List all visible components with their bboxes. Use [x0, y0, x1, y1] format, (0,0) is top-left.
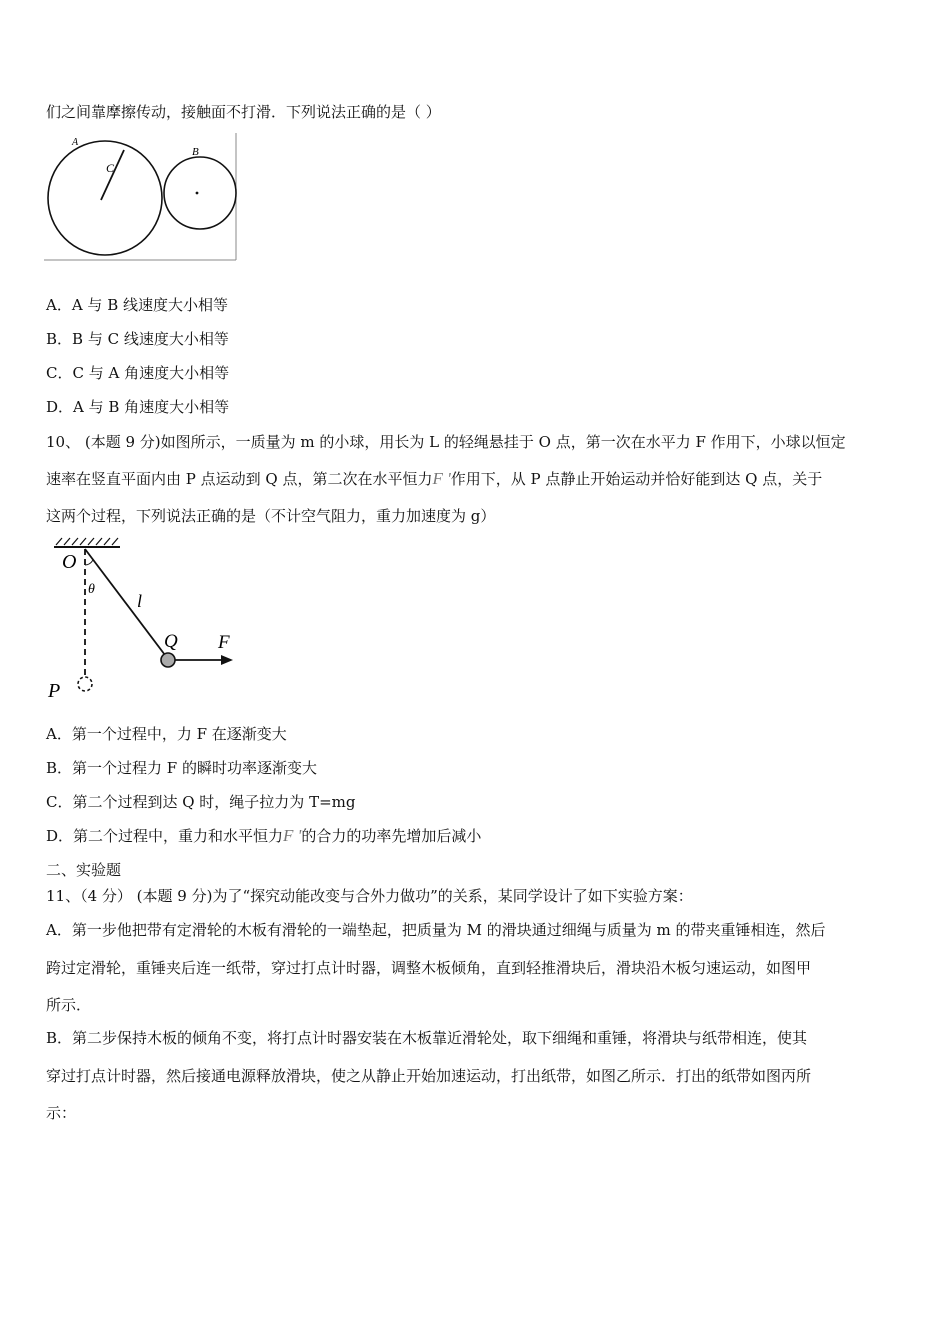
label-o: O	[62, 551, 77, 573]
label-f: F	[218, 632, 230, 653]
ball-p	[78, 677, 92, 691]
radius-c	[101, 150, 124, 200]
label-a: A	[72, 137, 79, 148]
string-l	[85, 549, 168, 659]
q11-b-line3: 示：	[46, 1104, 77, 1122]
q9-option-b: B．B 与 C 线速度大小相等	[46, 330, 229, 348]
q10-option-d-part1: D．第二个过程中，重力和水平恒力	[46, 827, 284, 845]
q10-stem-line3: 这两个过程，下列说法正确的是（不计空气阻力，重力加速度为 g）	[46, 507, 496, 525]
q11-a-line3: 所示．	[46, 996, 92, 1014]
q10-stem-line2	[46, 469, 822, 489]
f-prime-symbol-d: F '	[283, 826, 302, 845]
q10-stem-line1: 10、 (本题 9 分)如图所示，一质量为 m 的小球，用长为 L 的轻绳悬挂于 O 点，第一次在水平力 F 作用下，小球以恒定	[46, 433, 846, 451]
q11-a-line1: A．第一步他把带有定滑轮的木板有滑轮的一端垫起，把质量为 M 的滑块通过细绳与质量为 m 的带夹重锤相连，然后	[46, 921, 826, 939]
ceiling-hatch	[56, 538, 118, 545]
label-p: P	[48, 680, 61, 702]
label-l: l	[137, 591, 143, 611]
f-prime-symbol: F '	[432, 469, 451, 488]
force-f-arrowhead	[221, 655, 233, 665]
q9-stem: 们之间靠摩擦传动，接触面不打滑．下列说法正确的是（ ）	[46, 103, 441, 121]
ball-q	[161, 653, 175, 667]
q9-option-d: D．A 与 B 角速度大小相等	[46, 398, 230, 416]
q11-b-line2: 穿过打点计时器，然后接通电源释放滑块，使之从静止开始加速运动，打出纸带，如图乙所示．打出的纸带如图丙所	[46, 1067, 812, 1085]
section-heading: 二、实验题	[46, 861, 122, 879]
q10-line2-part1: 速率在竖直平面内由 P 点运动到 Q 点，第二次在水平恒力	[46, 470, 433, 488]
label-c: C	[106, 161, 115, 175]
q11-b-line1: B．第二步保持木板的倾角不变，将打点计时器安装在木板靠近滑轮处，取下细绳和重锤，将滑块与纸带相连，使其	[46, 1029, 808, 1047]
q10-line2-part2: 作用下，从 P 点静止开始运动并恰好能到达 Q 点，关于	[450, 470, 823, 488]
label-b: B	[192, 146, 199, 158]
label-theta: θ	[88, 582, 95, 597]
theta-arc	[85, 560, 93, 565]
q10-option-c: C．第二个过程到达 Q 时，绳子拉力为 T=mg	[46, 793, 356, 811]
q11-stem: 11、（4 分） (本题 9 分)为了“探究动能改变与合外力做功”的关系，某同学设计了如下实验方案：	[46, 887, 693, 905]
q10-option-a: A．第一个过程中，力 F 在逐渐变大	[46, 725, 287, 743]
q10-option-d	[46, 826, 481, 846]
q10-option-b: B．第一个过程力 F 的瞬时功率逐渐变大	[46, 759, 317, 777]
q11-a-line2: 跨过定滑轮，重锤夹后连一纸带，穿过打点计时器，调整木板倾角，直到轻推滑块后，滑块沿木板匀速运动，如图甲	[46, 959, 812, 977]
q9-option-c: C．C 与 A 角速度大小相等	[46, 364, 230, 382]
wheels-figure	[44, 130, 240, 264]
q10-option-d-part2: 的合力的功率先增加后减小	[301, 827, 482, 845]
wheel-a	[48, 141, 162, 255]
wheel-b	[164, 157, 236, 229]
pendulum-figure	[44, 535, 244, 705]
q9-option-a: A．A 与 B 线速度大小相等	[46, 296, 228, 314]
label-q: Q	[164, 631, 178, 652]
center-b	[196, 192, 199, 195]
